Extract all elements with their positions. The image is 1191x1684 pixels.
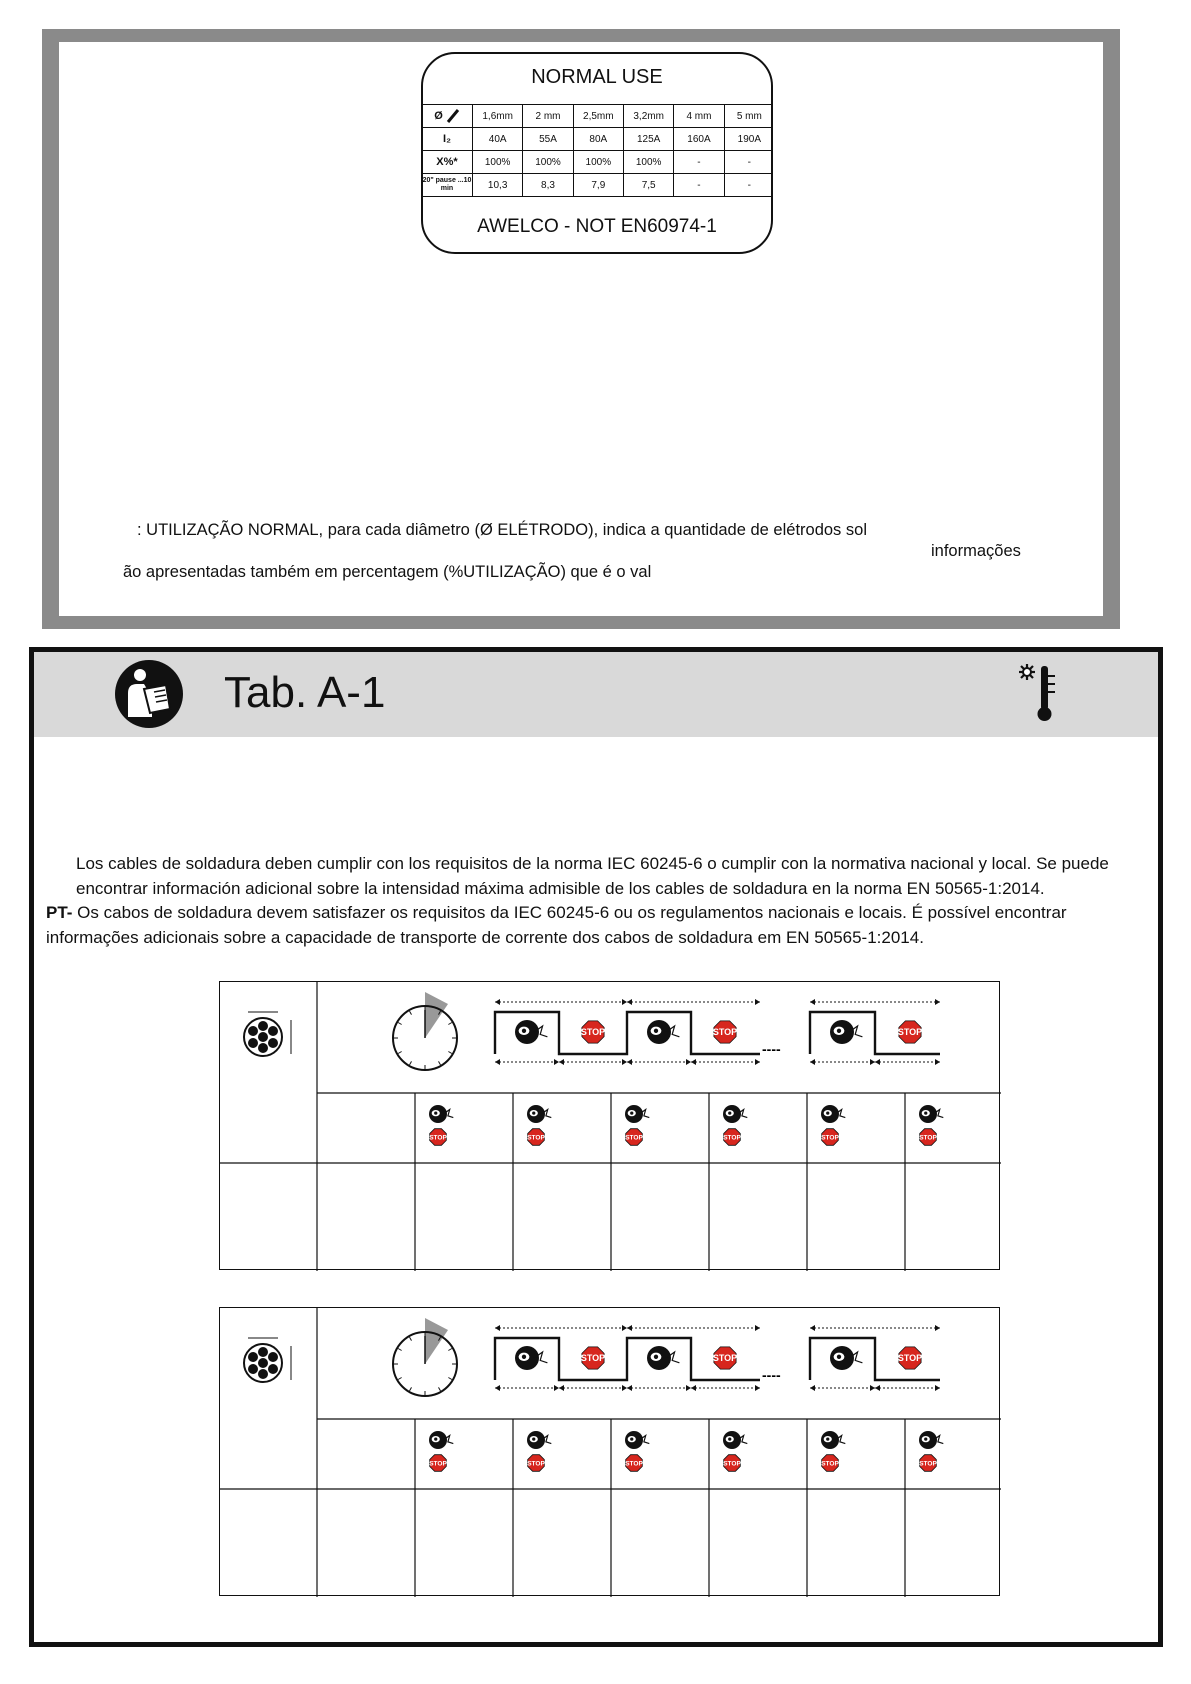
cable-cycle-table-2 — [219, 1307, 1000, 1596]
table-cell: 100% — [623, 151, 673, 174]
pt-prefix: PT- — [46, 903, 73, 922]
table-cell: 100% — [473, 151, 523, 174]
table-cell: 40A — [473, 128, 523, 151]
welder-mask-icon — [515, 1020, 547, 1044]
paragraph-es: Los cables de soldadura deben cumplir con los requisitos de la norma IEC 60245-6 o cumplir con la normativa nacional y local. Se puede encontrar información adicional sobre la intensidad máxima admisible de los cables de soldadura en la norma EN 50565-1:2014. — [76, 854, 1109, 898]
svg-text:STOP: STOP — [712, 1027, 738, 1038]
svg-text:STOP: STOP — [897, 1353, 923, 1364]
table-cell: - — [674, 151, 724, 174]
interval-arrow — [627, 1385, 691, 1391]
paragraph-pt — [46, 901, 1156, 950]
interval-arrow — [875, 1385, 940, 1391]
interval-arrow — [495, 999, 627, 1005]
welder-mask-icon — [625, 1431, 649, 1449]
welder-mask-icon — [625, 1105, 649, 1123]
stop-sign-icon — [429, 1129, 447, 1146]
diameter-symbol-text: Ø — [434, 109, 443, 122]
upper-panel — [42, 29, 1120, 629]
paragraph-pt-text: Os cabos de soldadura devem satisfazer os requisitos da IEC 60245-6 ou os regulamentos nacionais e locais. É possível encontrar informações adicionais sobre a capacidade de transporte de corrente dos cabos de soldadura em EN 50565-1:2014. — [46, 903, 1067, 947]
stop-sign-icon — [723, 1455, 741, 1472]
stop-sign-icon — [625, 1455, 643, 1472]
stop-sign-icon — [821, 1129, 839, 1146]
interval-arrow — [495, 1059, 559, 1065]
table-row-diameter — [422, 105, 774, 128]
interval-arrow — [627, 1325, 760, 1331]
stop-sign-icon — [527, 1129, 545, 1146]
interval-arrow — [810, 1059, 875, 1065]
interval-arrow — [810, 1385, 875, 1391]
current-symbol: I₂ — [422, 128, 473, 151]
table-cell: - — [724, 174, 773, 197]
header-bar — [34, 652, 1158, 737]
table-row-current — [422, 128, 774, 151]
duty-cycle-clock-icon — [393, 992, 457, 1070]
welder-mask-icon — [723, 1431, 747, 1449]
stop-sign-icon — [581, 1347, 605, 1369]
interval-arrow — [627, 999, 760, 1005]
table-cell: 2 mm — [523, 105, 573, 128]
table-cell: 55A — [523, 128, 573, 151]
ellipsis-dashes: ---- — [762, 1041, 781, 1057]
normal-use-table — [421, 104, 773, 197]
svg-text:STOP: STOP — [919, 1460, 937, 1468]
welder-mask-icon — [821, 1105, 845, 1123]
stop-sign-icon — [919, 1455, 937, 1472]
svg-text:STOP: STOP — [897, 1027, 923, 1038]
svg-text:STOP: STOP — [712, 1353, 738, 1364]
welder-mask-icon — [919, 1105, 943, 1123]
svg-text:STOP: STOP — [821, 1460, 839, 1468]
interval-arrow — [691, 1059, 760, 1065]
welder-mask-icon — [429, 1105, 453, 1123]
svg-text:STOP: STOP — [919, 1134, 937, 1142]
stop-sign-icon — [919, 1129, 937, 1146]
table-cell: 7,5 — [623, 174, 673, 197]
upper-note-line3: ão apresentadas também em percentagem (%UTILIZAÇÃO) que é o val — [123, 563, 652, 581]
welder-mask-icon — [830, 1020, 862, 1044]
stop-sign-icon — [898, 1347, 922, 1369]
welder-mask-icon — [830, 1346, 862, 1370]
table-cell: 8,3 — [523, 174, 573, 197]
welder-mask-icon — [647, 1020, 679, 1044]
stop-sign-icon — [581, 1021, 605, 1043]
svg-text:STOP: STOP — [429, 1460, 447, 1468]
table-cell: 3,2mm — [623, 105, 673, 128]
table-row-electrodes — [422, 174, 774, 197]
welder-mask-icon — [429, 1431, 453, 1449]
duty-cycle-symbol: X%* — [422, 151, 473, 174]
table-cell: 100% — [523, 151, 573, 174]
interval-arrow — [810, 999, 940, 1005]
lower-panel — [29, 647, 1163, 1647]
table-cell: 190A — [724, 128, 773, 151]
svg-text:STOP: STOP — [527, 1460, 545, 1468]
svg-text:STOP: STOP — [821, 1134, 839, 1142]
interval-arrow — [875, 1059, 940, 1065]
stop-sign-icon — [527, 1455, 545, 1472]
electrodes-symbol-text: 20" pause ...10 min — [422, 177, 472, 192]
svg-text:STOP: STOP — [723, 1460, 741, 1468]
cable-requirements-text — [46, 852, 1156, 950]
welder-mask-icon — [527, 1105, 551, 1123]
table-cell: 1,6mm — [473, 105, 523, 128]
table-cell: - — [724, 151, 773, 174]
welder-mask-icon — [919, 1431, 943, 1449]
welder-mask-icon — [515, 1346, 547, 1370]
table-cell: 125A — [623, 128, 673, 151]
interval-arrow — [691, 1385, 760, 1391]
upper-note-line2: informações — [931, 542, 1021, 560]
svg-text:STOP: STOP — [429, 1134, 447, 1142]
svg-text:STOP: STOP — [625, 1460, 643, 1468]
label-footer: AWELCO - NOT EN60974-1 — [477, 216, 717, 237]
stop-sign-icon — [723, 1129, 741, 1146]
cable-cycle-table-1 — [219, 981, 1000, 1270]
table-cell: 7,9 — [573, 174, 623, 197]
upper-note-line1: : UTILIZAÇÃO NORMAL, para cada diâmetro (Ø ELÉTRODO), indica a quantidade de elétrodos sol — [137, 521, 867, 539]
table-cell: 160A — [674, 128, 724, 151]
svg-text:STOP: STOP — [625, 1134, 643, 1142]
cable-cross-section-icon — [244, 1012, 291, 1056]
cycle-diagram — [220, 1308, 1001, 1597]
electrodes-symbol — [422, 174, 473, 197]
table-row-duty-cycle — [422, 151, 774, 174]
welder-mask-icon — [723, 1105, 747, 1123]
stop-sign-icon — [713, 1021, 737, 1043]
table-cell: 2,5mm — [573, 105, 623, 128]
welder-mask-icon — [527, 1431, 551, 1449]
interval-arrow — [495, 1385, 559, 1391]
stop-sign-icon — [713, 1347, 737, 1369]
table-cell: 5 mm — [724, 105, 773, 128]
svg-text:STOP: STOP — [527, 1134, 545, 1142]
svg-text:STOP: STOP — [580, 1353, 606, 1364]
interval-arrow — [559, 1385, 627, 1391]
cycle-diagram — [220, 982, 1001, 1271]
svg-text:STOP: STOP — [580, 1027, 606, 1038]
diameter-symbol — [422, 105, 473, 128]
tab-title: Tab. A-1 — [224, 668, 386, 717]
upper-panel-content — [59, 42, 1103, 616]
table-cell: 10,3 — [473, 174, 523, 197]
svg-text:STOP: STOP — [723, 1134, 741, 1142]
stop-sign-icon — [898, 1021, 922, 1043]
duty-cycle-clock-icon — [393, 1318, 457, 1396]
cable-cross-section-icon — [244, 1338, 291, 1382]
ambient-temperature-icon — [1017, 662, 1061, 724]
stop-sign-icon — [821, 1455, 839, 1472]
interval-arrow — [559, 1059, 627, 1065]
label-title: NORMAL USE — [531, 66, 663, 88]
welder-mask-icon — [647, 1346, 679, 1370]
interval-arrow — [495, 1325, 627, 1331]
read-manual-icon — [114, 659, 184, 729]
electrode-icon — [446, 109, 460, 123]
stop-sign-icon — [625, 1129, 643, 1146]
table-cell: 100% — [573, 151, 623, 174]
table-cell: - — [674, 174, 724, 197]
stop-sign-icon — [429, 1455, 447, 1472]
welder-mask-icon — [821, 1431, 845, 1449]
interval-arrow — [627, 1059, 691, 1065]
table-cell: 80A — [573, 128, 623, 151]
ellipsis-dashes: ---- — [762, 1367, 781, 1383]
normal-use-label — [421, 52, 773, 254]
table-cell: 4 mm — [674, 105, 724, 128]
interval-arrow — [810, 1325, 940, 1331]
